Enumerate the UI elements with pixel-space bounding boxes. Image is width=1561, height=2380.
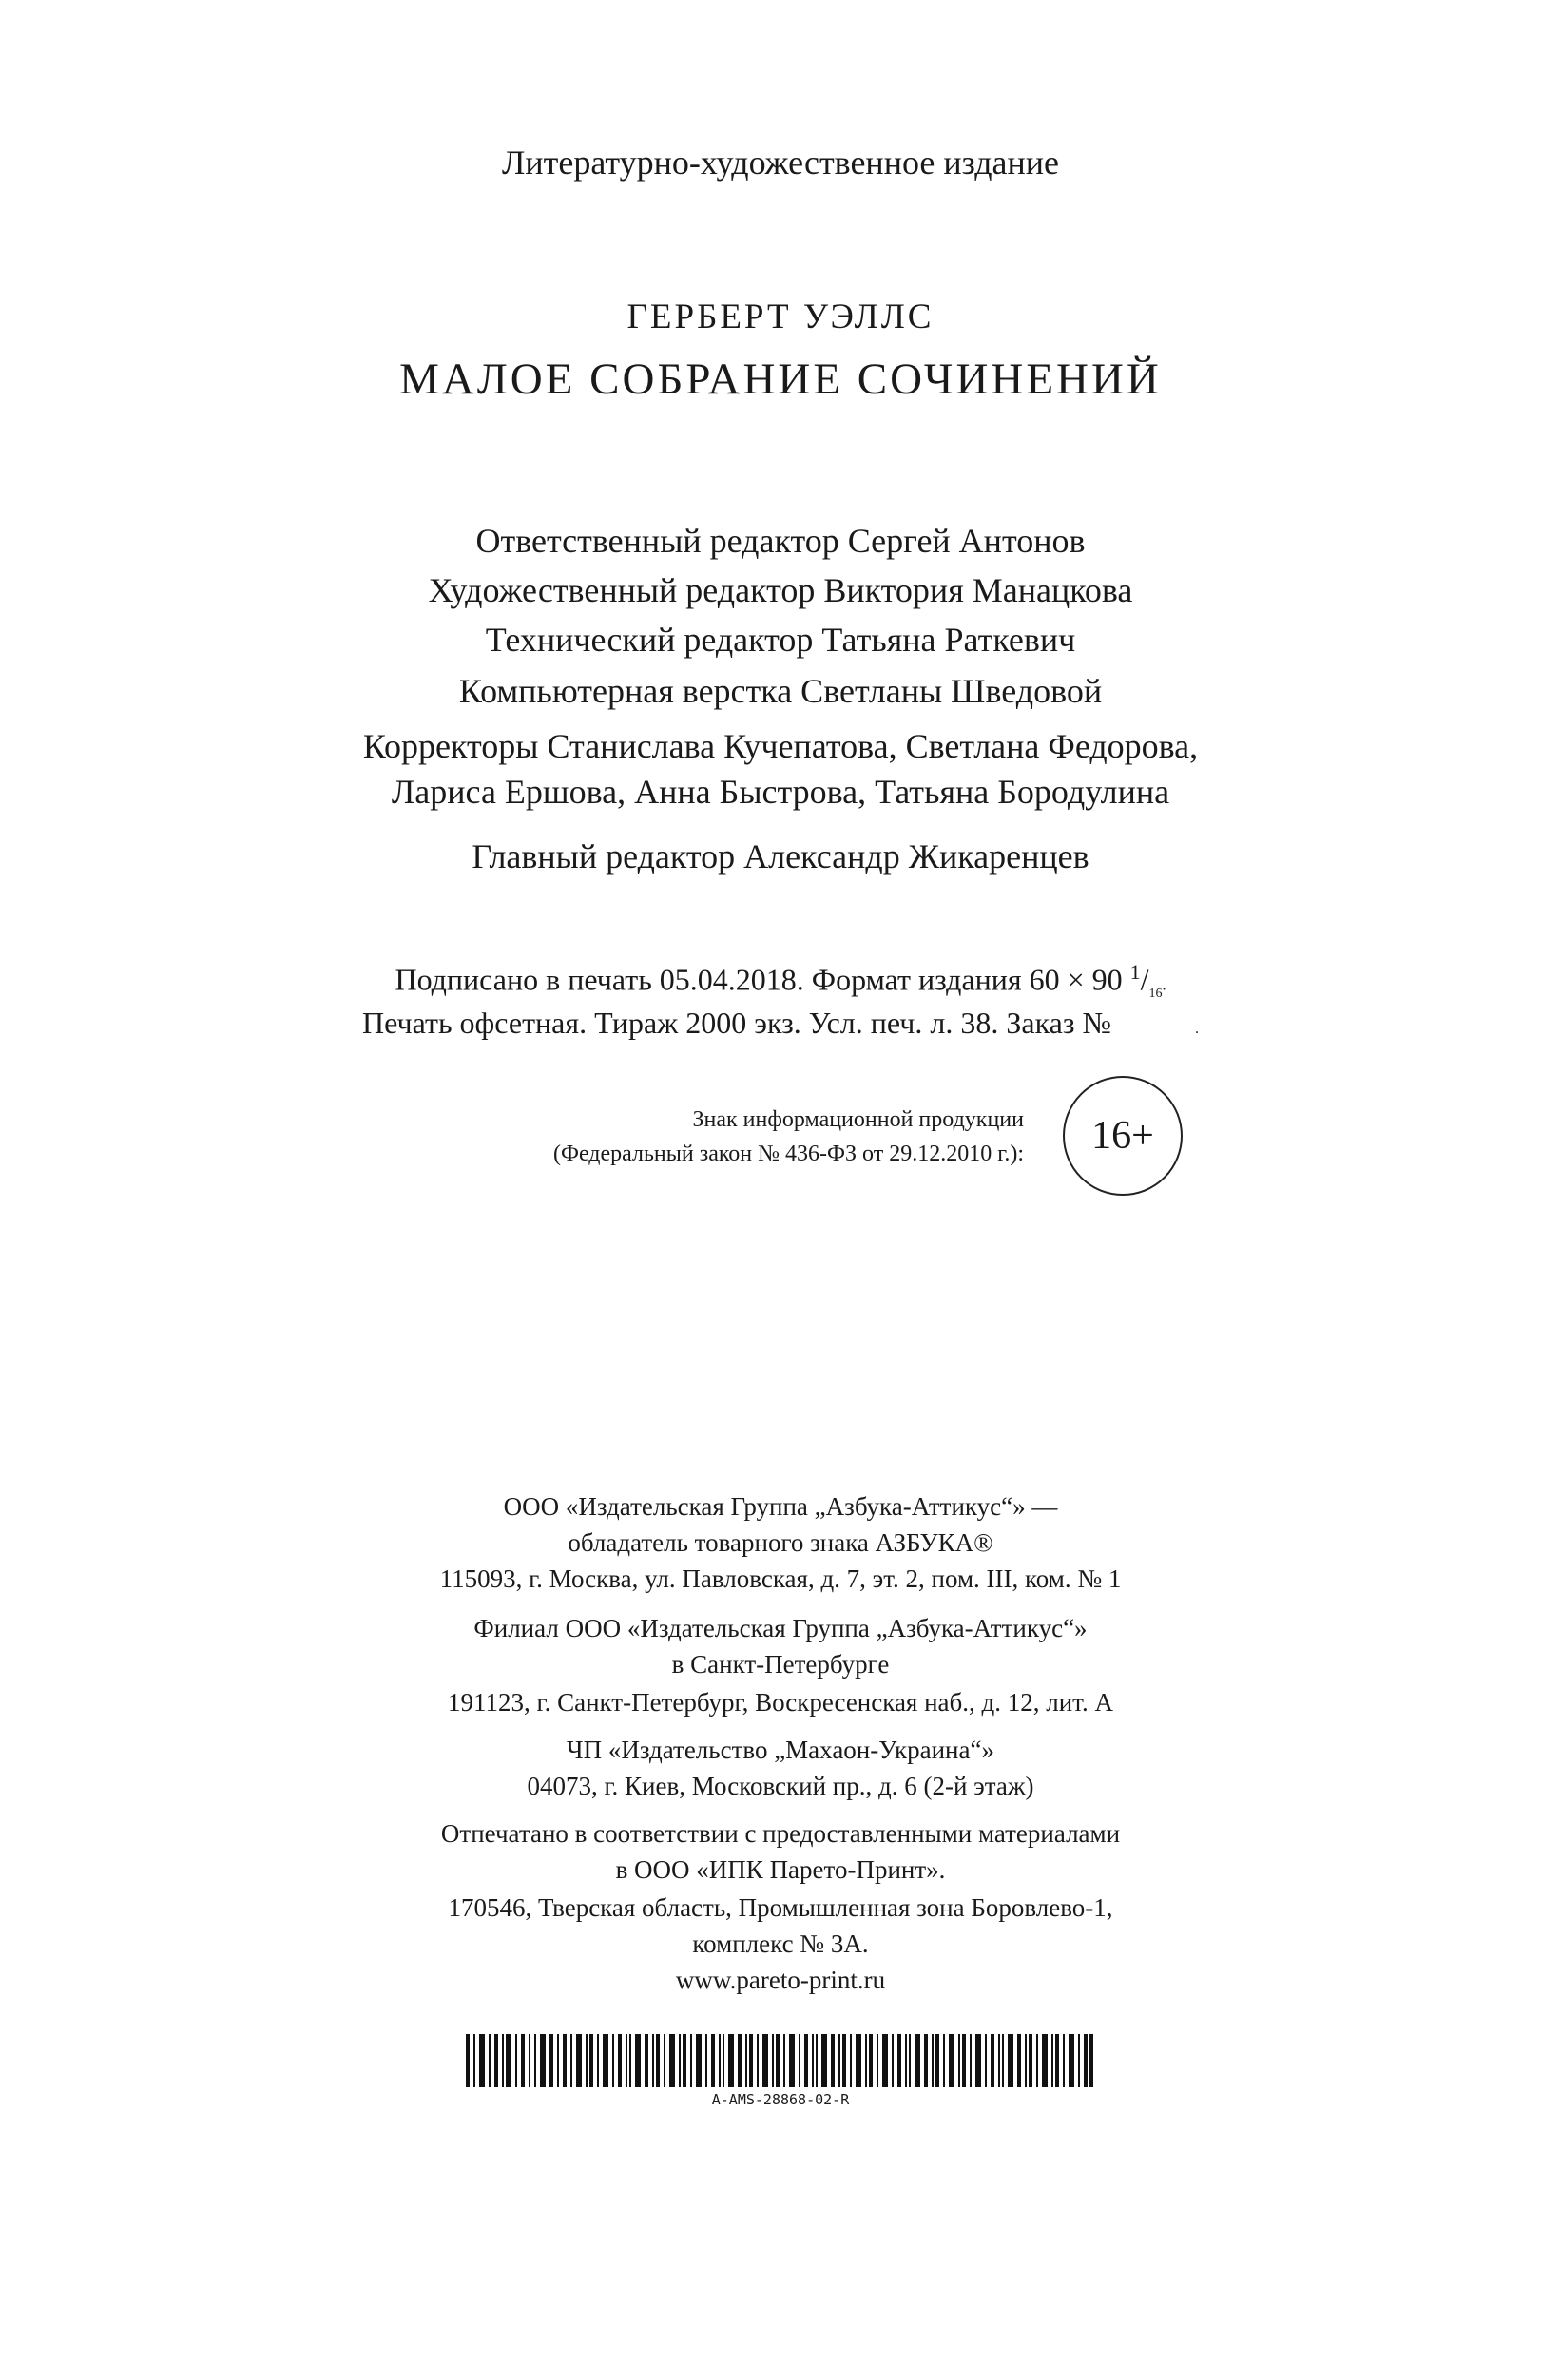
publisher-line: 170546, Тверская область, Промышленная зона Боровлево-1, [448, 1893, 1113, 1922]
publisher-line: ООО «Издательская Группа „Азбука-Аттикус“» — [503, 1492, 1058, 1521]
publisher-line: в Санкт-Петербурге [671, 1650, 890, 1679]
staff-line: Технический редактор Татьяна Раткевич [485, 621, 1076, 659]
info-sign-label: Знак информационной продукции [692, 1107, 1024, 1132]
publisher-line: 115093, г. Москва, ул. Павловская, д. 7, эт. 2, пом. III, ком. № 1 [439, 1564, 1122, 1593]
barcode-code: A-AMS-28868-02-R [711, 2091, 850, 2108]
print-signed-line: Подписано в печать 05.04.2018. Формат издания 60 × 90 $^1/_{16}$. [395, 960, 1166, 1002]
publisher-line: обладатель товарного знака АЗБУКА® [568, 1528, 993, 1557]
edition-type: Литературно-художественное издание [501, 144, 1060, 182]
publisher-line: 04073, г. Киев, Московский пр., д. 6 (2-й этаж) [527, 1772, 1034, 1800]
staff-line: Художественный редактор Виктория Манацкова [428, 571, 1133, 609]
barcode [466, 2034, 1093, 2087]
print-signed-text: Подписано в печать 05.04.2018. Формат издания 60 × 90 [395, 962, 1123, 997]
publisher-line: комплекс № 3А. [692, 1929, 869, 1958]
author-name: ГЕРБЕРТ УЭЛЛС [626, 298, 935, 336]
staff-line: Компьютерная верстка Светланы Шведовой [458, 672, 1103, 710]
staff-line: Корректоры Станислава Кучепатова, Светлана Федорова, [362, 727, 1199, 765]
print-details-text: Печать офсетная. Тираж 2000 экз. Усл. печ. л. 38. Заказ № [361, 1006, 1112, 1040]
format-numerator: 1 [1129, 960, 1141, 984]
book-title: МАЛОЕ СОБРАНИЕ СОЧИНЕНИЙ [399, 355, 1162, 404]
format-denominator: 16 [1148, 987, 1163, 1002]
staff-line: Главный редактор Александр Жикаренцев [472, 837, 1089, 875]
publisher-line: 191123, г. Санкт-Петербург, Воскресенская наб., д. 12, лит. А [448, 1688, 1113, 1717]
age-rating-badge: 16+ [1063, 1076, 1183, 1196]
publisher-website: www.pareto-print.ru [675, 1966, 886, 1994]
publisher-line: в ООО «ИПК Парето-Принт». [615, 1855, 946, 1884]
staff-line: Ответственный редактор Сергей Антонов [475, 522, 1086, 560]
print-details-line: Печать офсетная. Тираж 2000 экз. Усл. печ. л. 38. Заказ № . [361, 1006, 1200, 1040]
publisher-line: ЧП «Издательство „Махаон-Украина“» [567, 1736, 994, 1764]
publisher-line: Филиал ООО «Издательская Группа „Азбука-Аттикус“» [473, 1614, 1088, 1642]
staff-line: Лариса Ершова, Анна Быстрова, Татьяна Бородулина [391, 773, 1170, 811]
info-sign-law: (Федеральный закон № 436-ФЗ от 29.12.2010 г.): [552, 1142, 1024, 1166]
publisher-line: Отпечатано в соответствии с предоставленными материалами [440, 1819, 1121, 1848]
